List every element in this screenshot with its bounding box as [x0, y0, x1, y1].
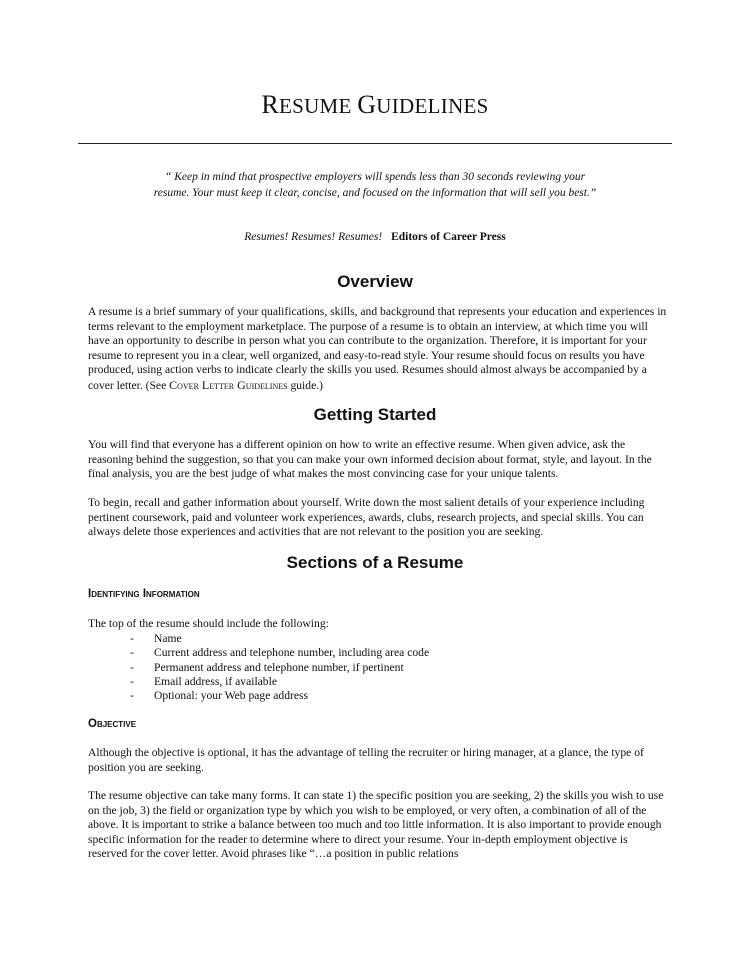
objective-paragraph-2: The resume objective can take many forms. It can state 1) the specific position you are seeking, 2) the skills you wish to use on the job, 3) the field or organization type by which you wish to be employed, or very often, a combination of all of the above. It is important to strike a balance between too much and too little information. It is also important to provide enough specific information for the reader to determine where to direct your resume. Your in-depth employment objective is reserved for the cover letter. Avoid phrases like “…a position in public relations [88, 789, 664, 861]
objective-paragraph-1: Although the objective is optional, it has the advantage of telling the recruiter or hiring manager, at a glance, the type of position you are seeking. [88, 746, 644, 774]
overview-paragraph: A resume is a brief summary of your qualifications, skills, and background that represents your education and experiences in terms relevant to the employment marketplace. The purpose of a resume is to obtain an interview, at which time you will have an opportunity to describe in person what you can contribute to the organization. Therefore, it is important for your resume to represent you in a clear, well organized, and easy-to-read style. Your resume should focus on results you have produced, using action verbs to indicate clearly the skills you used. Resumes should almost always be accompanied by a cover letter. (See Cover Letter Guidelines guide.) [88, 305, 667, 392]
identifying-list [88, 632, 429, 703]
list-item: - Optional: your Web page address [130, 689, 309, 703]
identifying-intro: The top of the resume should include the following: [88, 617, 329, 630]
sections-heading: Sections of a Resume [286, 553, 464, 572]
getting-started-heading: Getting Started [313, 405, 437, 424]
objective-heading: Objective [88, 718, 137, 730]
list-item: - Permanent address and telephone number, if pertinent [130, 660, 404, 674]
overview-heading: Overview [337, 272, 413, 291]
epigraph-quote: “ Keep in mind that prospective employers will spends less than 30 seconds reviewing your resume. Your must keep it clear, concise, and focused on the information that will sell you best.” [153, 171, 597, 199]
title-divider [78, 143, 672, 144]
quote-attribution [0, 231, 750, 243]
document-title: RESUME GUIDELINES [261, 90, 489, 119]
identifying-information-heading: Identifying Information [88, 588, 200, 600]
attribution-author: Editors of Career Press [391, 231, 506, 243]
attribution-source: Resumes! Resumes! Resumes! [244, 231, 383, 243]
list-item: - Email address, if available [130, 674, 277, 688]
getting-started-paragraph-2: To begin, recall and gather information about yourself. Write down the most salient details of your experience including pertinent coursework, paid and volunteer work experiences, awards, clubs, research projects, and special skills. You can always delete those experiences and activities that are not relevant to the position you are seeking. [88, 496, 645, 539]
cover-letter-guide-reference: Cover Letter Guidelines [169, 377, 288, 392]
list-item: - Name [130, 632, 182, 645]
getting-started-paragraph-1: You will find that everyone has a different opinion on how to write an effective resume. When given advice, ask the reasoning behind the suggestion, so that you can make your own informed decision about format, style, and layout. In the final analysis, you are the best judge of what makes the most convincing case for your unique talents. [88, 438, 652, 481]
list-item: - Current address and telephone number, including area code [130, 646, 430, 660]
